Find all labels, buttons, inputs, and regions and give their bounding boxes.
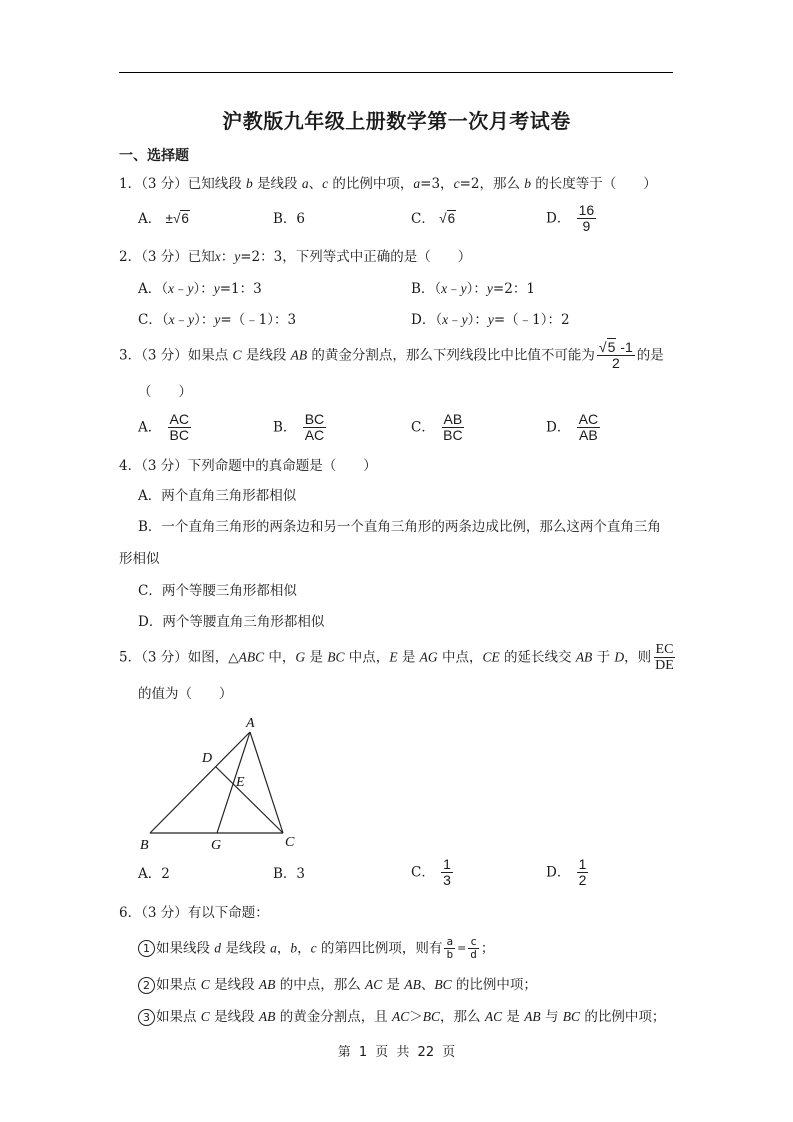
- question-3-option-d[interactable]: D． $\frac{AC}{AB}$: [546, 411, 599, 443]
- label-g: G: [211, 838, 222, 853]
- question-1-option-b[interactable]: B．6: [273, 211, 306, 227]
- question-4-option-b[interactable]: B．一个直角三角形的两条边和另一个直角三角形的两条边成比例，那么这两个直角三角: [138, 519, 661, 535]
- segment-ag: [217, 732, 250, 833]
- section-heading: 一、选择题: [119, 148, 189, 164]
- question-2-stem: 2．（3 分）已知x：y=2：3，下列等式中正确的是（ ）: [119, 249, 472, 265]
- label-c: C: [285, 835, 295, 850]
- segment-dc: [216, 767, 283, 833]
- question-4-option-b-continued[interactable]: 形相似: [119, 551, 160, 567]
- question-6-item-2: 2 如果点 C 是线段 AB 的中点，那么 AC 是 AB、BC 的比例中项；: [138, 976, 537, 994]
- label-d: D: [202, 751, 213, 766]
- question-2-option-b[interactable]: B．（x﹣y）：y=2：1: [411, 281, 535, 297]
- question-1-stem: 1．（3 分）已知线段 b 是线段 a、c 的比例中项，a=3，c=2，那么 b 的长度等于（ ）: [119, 176, 657, 192]
- question-3-option-b[interactable]: B． $\frac{BC}{AC}$: [273, 411, 325, 443]
- question-5-option-d[interactable]: D． $\frac{1}{2}$: [546, 856, 587, 888]
- question-2-option-a[interactable]: A．（x﹣y）：y=1：3: [138, 281, 262, 297]
- question-6-item-3: 3 如果点 C 是线段 AB 的黄金分割点，且 AC＞BC，那么 AC 是 AB 与 BC 的比例中项；: [138, 1008, 665, 1026]
- question-4-stem: 4．（3 分）下列命题中的真命题是（ ）: [119, 458, 377, 474]
- question-5-option-b[interactable]: B．3: [273, 866, 306, 882]
- golden-ratio-fraction: $\frac{√5 -1}{2}$: [598, 339, 633, 371]
- circled-number-3: 3: [138, 1009, 155, 1026]
- question-5-line-2: 的值为（ ）: [138, 686, 233, 702]
- question-5-stem: 5．（3 分）如图，△ABC 中，G 是 BC 中点，E 是 AG 中点，CE 的延长线交 AB 于 D，则 $\frac{EC}{DE}$: [119, 642, 674, 673]
- label-e: E: [236, 775, 245, 790]
- question-2-option-c[interactable]: C．（x﹣y）：y=（﹣1）：3: [138, 312, 297, 328]
- label-b: B: [140, 838, 149, 853]
- label-a: A: [246, 716, 255, 731]
- question-1-option-c[interactable]: C． √6: [411, 211, 456, 227]
- question-6-stem: 6．（3 分）有以下命题：: [119, 905, 269, 921]
- header-rule: [119, 72, 673, 73]
- triangle-figure: [130, 710, 310, 855]
- question-3-answer-paren: （ ）: [138, 384, 192, 400]
- segment-ac: [250, 732, 283, 833]
- segment-ab: [150, 732, 250, 833]
- question-1-option-a[interactable]: A． ±√6: [138, 211, 189, 227]
- question-6-item-1: 1 如果线段 d 是线段 a，b，c 的第四比例项，则有 $\frac{a}{b}$ = $\frac{c}{d}$ ；: [138, 936, 494, 961]
- question-4-option-d[interactable]: D．两个等腰直角三角形都相似: [138, 614, 325, 630]
- question-4-option-c[interactable]: C．两个等腰三角形都相似: [138, 583, 297, 599]
- page-title: 沪教版九年级上册数学第一次月考试卷: [222, 109, 571, 133]
- circled-number-2: 2: [138, 977, 155, 994]
- circled-number-1: 1: [138, 940, 155, 957]
- question-3-option-a[interactable]: A． $\frac{AC}{BC}$: [138, 411, 189, 443]
- page-footer: 第 1 页 共 22 页: [337, 1045, 456, 1060]
- question-3-option-c[interactable]: C． $\frac{AB}{BC}$: [411, 411, 463, 443]
- question-2-option-d[interactable]: D．（x﹣y）：y=（﹣1）：2: [411, 312, 570, 328]
- question-3-stem: 3．（3 分）如果点 C 是线段 AB 的黄金分割点，那么下列线段比中比值不可能为 $\frac{√5 -1}{2}$ 的是: [119, 339, 664, 371]
- question-5-option-c[interactable]: C． $\frac{1}{3}$: [411, 856, 451, 888]
- question-1-option-d[interactable]: D． $\frac{16}{9}$: [546, 202, 595, 234]
- question-5-option-a[interactable]: A．2: [138, 866, 170, 882]
- question-4-option-a[interactable]: A．两个直角三角形都相似: [138, 488, 297, 504]
